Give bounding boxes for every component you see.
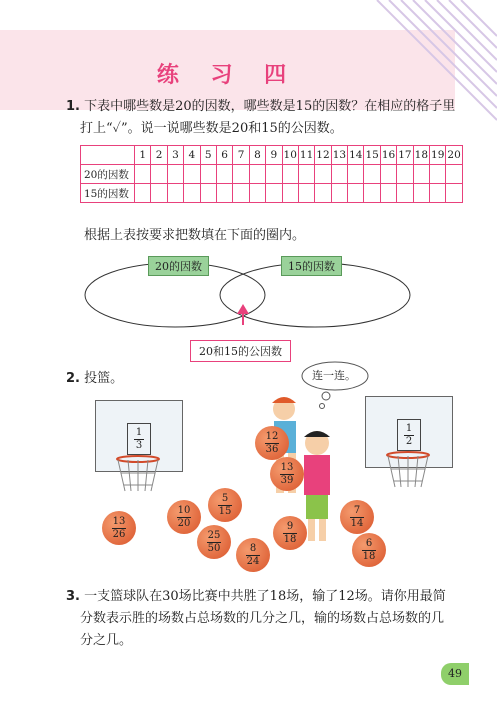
factor-table (80, 145, 463, 203)
check-cell[interactable] (380, 165, 396, 184)
check-cell[interactable] (446, 184, 462, 203)
check-cell[interactable] (430, 165, 446, 184)
basketball (102, 511, 136, 545)
column-header: 3 (167, 146, 183, 165)
numerator: 13 (112, 515, 126, 527)
basket-net-icon (385, 451, 431, 491)
question-number: 2. (66, 371, 80, 386)
check-cell[interactable] (184, 184, 200, 203)
left-oval-label: 20的因数 (148, 256, 209, 276)
denominator: 15 (218, 505, 232, 517)
basketball (352, 533, 386, 567)
column-header: 5 (200, 146, 216, 165)
row-label: 15的因数 (81, 184, 135, 203)
question-3 (66, 586, 476, 652)
question-1 (66, 96, 466, 140)
denominator: 14 (350, 517, 364, 529)
check-cell[interactable] (151, 165, 167, 184)
check-cell[interactable] (397, 165, 413, 184)
denominator: 18 (283, 533, 297, 545)
check-cell[interactable] (216, 184, 232, 203)
right-oval-label: 15的因数 (281, 256, 342, 276)
check-cell[interactable] (397, 184, 413, 203)
backboard-fraction (397, 419, 421, 451)
basketball (255, 426, 289, 460)
question-text-line: 打上“✓”。说一说哪些数是20和15的公因数。 (80, 121, 343, 136)
check-cell[interactable] (216, 165, 232, 184)
check-cell[interactable] (315, 165, 331, 184)
column-header: 11 (298, 146, 314, 165)
column-header: 2 (151, 146, 167, 165)
column-header: 7 (233, 146, 249, 165)
question-text-line: 一支篮球队在30场比赛中共胜了18场，输了12场。请你用最简 (84, 589, 446, 604)
check-cell[interactable] (348, 184, 364, 203)
check-cell[interactable] (135, 165, 151, 184)
table-corner-cell (81, 146, 135, 165)
column-header: 1 (135, 146, 151, 165)
question-2 (66, 368, 123, 390)
check-cell[interactable] (135, 184, 151, 203)
numerator: 9 (286, 520, 294, 532)
check-cell[interactable] (233, 165, 249, 184)
bubble-text: 连一连。 (312, 369, 356, 382)
check-cell[interactable] (430, 184, 446, 203)
basketball (208, 488, 242, 522)
check-cell[interactable] (167, 165, 183, 184)
venn-diagram (80, 250, 420, 330)
numerator: 6 (365, 537, 373, 549)
backboard-fraction (127, 423, 151, 455)
check-cell[interactable] (266, 184, 282, 203)
check-cell[interactable] (331, 165, 347, 184)
column-header: 16 (380, 146, 396, 165)
check-cell[interactable] (249, 184, 265, 203)
arrow-head-icon (237, 304, 249, 314)
numerator: 12 (265, 430, 279, 442)
check-cell[interactable] (413, 165, 429, 184)
check-cell[interactable] (413, 184, 429, 203)
check-cell[interactable] (151, 184, 167, 203)
check-cell[interactable] (380, 184, 396, 203)
table-row (81, 184, 463, 203)
denominator: 18 (362, 550, 376, 562)
denominator: 50 (207, 542, 221, 554)
numerator: 7 (353, 504, 361, 516)
check-cell[interactable] (233, 184, 249, 203)
numerator: 13 (280, 461, 294, 473)
question-number: 1. (66, 99, 80, 114)
page-title: 练 习 四 (156, 63, 299, 88)
basketball (270, 457, 304, 491)
numerator: 8 (249, 542, 257, 554)
column-header: 14 (348, 146, 364, 165)
check-cell[interactable] (200, 165, 216, 184)
denominator: 2 (405, 435, 413, 447)
instruction-text: 根据上表按要求把数填在下面的圈内。 (84, 228, 306, 243)
question-text: 投篮。 (84, 371, 124, 386)
check-cell[interactable] (266, 165, 282, 184)
check-cell[interactable] (167, 184, 183, 203)
common-factor-label: 20和15的公因数 (190, 340, 291, 362)
question-number: 3. (66, 589, 80, 604)
basketball (167, 500, 201, 534)
column-header: 19 (430, 146, 446, 165)
denominator: 39 (280, 474, 294, 486)
table-row (81, 165, 463, 184)
check-cell[interactable] (298, 165, 314, 184)
row-label: 20的因数 (81, 165, 135, 184)
numerator: 5 (221, 492, 229, 504)
basketball (236, 538, 270, 572)
basket-net-icon (115, 455, 161, 495)
denominator: 20 (177, 517, 191, 529)
check-cell[interactable] (249, 165, 265, 184)
question-text-line: 分之几。 (80, 633, 133, 648)
check-cell[interactable] (200, 184, 216, 203)
table-header-row (81, 146, 463, 165)
column-header: 6 (216, 146, 232, 165)
numerator: 1 (405, 422, 413, 434)
basketball (273, 516, 307, 550)
check-cell[interactable] (348, 165, 364, 184)
check-cell[interactable] (364, 165, 380, 184)
denominator: 36 (265, 443, 279, 455)
check-cell[interactable] (184, 165, 200, 184)
numerator: 10 (177, 504, 191, 516)
denominator: 26 (112, 528, 126, 540)
check-cell[interactable] (331, 184, 347, 203)
denominator: 24 (246, 555, 260, 567)
check-cell[interactable] (282, 165, 298, 184)
column-header: 13 (331, 146, 347, 165)
column-header: 12 (315, 146, 331, 165)
check-cell[interactable] (298, 184, 314, 203)
denominator: 3 (135, 439, 143, 451)
column-header: 10 (282, 146, 298, 165)
question-text-line: 分数表示胜的场数占总场数的几分之几，输的场数占总场数的几 (80, 611, 445, 626)
check-cell[interactable] (364, 184, 380, 203)
numerator: 1 (135, 426, 143, 438)
column-header: 17 (397, 146, 413, 165)
basketball (340, 500, 374, 534)
numerator: 25 (207, 529, 221, 541)
check-cell[interactable] (315, 184, 331, 203)
check-cell[interactable] (446, 165, 462, 184)
column-header: 20 (446, 146, 462, 165)
check-cell[interactable] (282, 184, 298, 203)
column-header: 18 (413, 146, 429, 165)
page-number: 49 (441, 663, 469, 685)
column-header: 4 (184, 146, 200, 165)
basketball (197, 525, 231, 559)
column-header: 8 (249, 146, 265, 165)
column-header: 9 (266, 146, 282, 165)
question-text-line: 下表中哪些数是20的因数，哪些数是15的因数？在相应的格子里 (84, 99, 456, 114)
column-header: 15 (364, 146, 380, 165)
